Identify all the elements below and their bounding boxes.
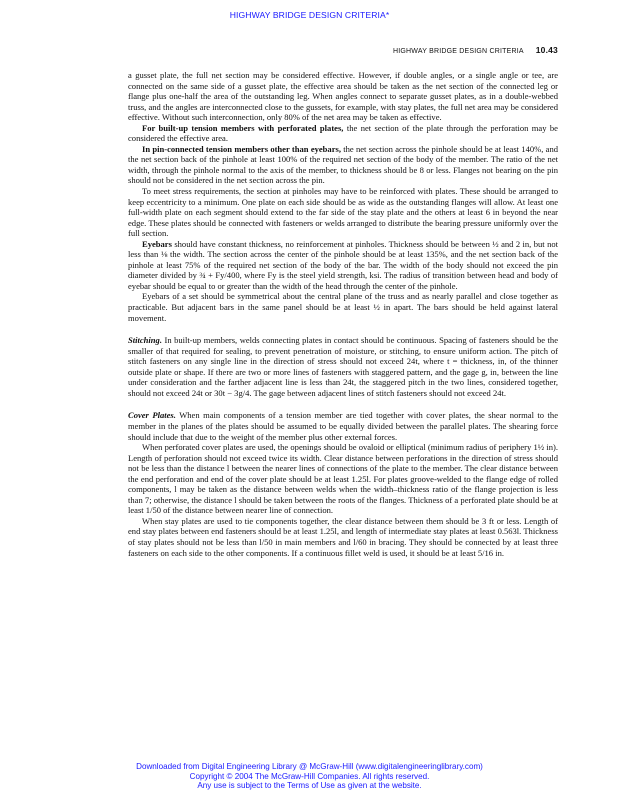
running-title: HIGHWAY BRIDGE DESIGN CRITERIA bbox=[393, 48, 524, 55]
section-heading-cover-plates: Cover Plates. bbox=[128, 410, 176, 421]
paragraph-text: should have constant thickness, no reinforcement at pinholes. Thickness should be between ½ and 2 in, but not less than ⅛ the width. The section across the center of the pinhole should be at least 135%, and the net section back of the pinhole at least 75% of the required net section of the body of the bar. The width of the body should not exceed the pin diameter divided by ¾ + Fy/400, where Fy is the steel yield strength, ksi. The radius of transition between head and body of eyebar should be equal to or greater than the width of the head through the center of the pinhole. bbox=[128, 238, 558, 291]
section-gap bbox=[128, 398, 558, 410]
paragraph bbox=[128, 144, 558, 186]
run-in-heading: Eyebars bbox=[142, 238, 172, 249]
paragraph: Eyebars of a set should be symmetrical about the central plane of the truss and as nearly parallel and close together as practicable. But adjacent bars in the same panel should be at least ½ in apart. The bars should be held against lateral movement. bbox=[128, 291, 558, 323]
running-head bbox=[128, 45, 558, 55]
paragraph-text: In built-up members, welds connecting plates in contact should be continuous. Spacing of fasteners should be the smaller of that required for sealing, to prevent penetration of moisture, or stitching, to ensure uniform action. The pitch of stitch fasteners on any single line in the direction of stress should not exceed 24t, where t = thickness, in, of the thinner outside plate or shape. If there are two or more lines of fasteners with staggered pattern, and the gage g, in, between the line under consideration and the farther adjacent line is less than 24t, the staggered pitch in the two lines, considered together, should not exceed 24t or 30t − 3g/4. The gage between adjacent lines of stitch fasteners should not exceed 24t. bbox=[128, 335, 558, 398]
paragraph bbox=[128, 335, 558, 398]
paragraph bbox=[128, 410, 558, 442]
footer-copyright: Copyright © 2004 The McGraw-Hill Companies. All rights reserved. bbox=[189, 771, 430, 781]
paragraph: a gusset plate, the full net section may be considered effective. However, if double angles, or a single angle or tee, are connected on the same side of a gusset plate, the effective area should be taken as the net section of the connected leg or flange plus one-half the area of the outstanding leg. When angles connect to separate gusset plates, as in a double-webbed truss, and the angles are interconnected close to the gussets, for example, with stay plates, the full net area may be considered effective. Without such interconnection, only 80% of the net area may be taken as effective. bbox=[128, 70, 558, 123]
paragraph bbox=[128, 239, 558, 292]
paragraph: When stay plates are used to tie components together, the clear distance between them should be 3 ft or less. Length of end stay plates between end fasteners should be at least 1.25l, and length of intermediate stay plates at least 0.563l. Thickness of stay plates should not be less than l/50 in main members and l/60 in bracing. They should be connected by at least three fasteners on each side to the other components. If a continuous fillet weld is used, it should be at least 5/16 in. bbox=[128, 515, 558, 558]
section-heading-stitching: Stitching. bbox=[128, 335, 162, 346]
paragraph: When perforated cover plates are used, the openings should be ovaloid or elliptical (minimum radius of periphery 1½ in). Length of perforation should not exceed twice its width. Clear distance between perforations in the direction of stress should not be less than the distance l between the nearer lines of connections of the plate to the member. The clear distance between the end perforation and end of the cover plate should be at least 1.25l. For plates groove-welded to the flange edge of rolled components, l may be taken as the distance between welds when the width–thickness ratio of the flange projection is less than 7; otherwise, the distance l should be taken between the roots of the flanges. Thickness of a perforated plate should be at least 1/50 of the distance between nearer line of connection. bbox=[128, 442, 558, 516]
paragraph: To meet stress requirements, the section at pinholes may have to be reinforced with plates. These should be arranged to keep eccentricity to a minimum. One plate on each side should be as wide as the outstanding flanges will allow. At least one full-width plate on each segment should extend to the far side of the stay plate and the others at least 6 in beyond the near edge. These plates should be connected with fasteners or welds arranged to distribute the bearing pressure uniformly over the full section. bbox=[128, 186, 558, 239]
paragraph-text: the net section across the pinhole should be at least 140%, and the net section back of the pinhole at least 100% of the required net section of the body of the member. The ratio of the net width, through the pinhole normal to the axis of the member, to thickness should be 8 or less. Flanges not bearing on the pin should not be considered in the net section across the pin. bbox=[128, 143, 559, 186]
copyright-footer bbox=[0, 762, 619, 791]
run-in-heading: In pin-connected tension members other than eyebars, bbox=[142, 143, 341, 154]
paragraph bbox=[128, 123, 558, 144]
top-banner: HIGHWAY BRIDGE DESIGN CRITERIA* bbox=[229, 10, 390, 20]
page-number: 10.43 bbox=[535, 45, 558, 55]
section-gap bbox=[128, 323, 558, 335]
footer-download-link[interactable]: Downloaded from Digital Engineering Library @ McGraw-Hill (www.digitalengineeringlibrary.com) bbox=[136, 762, 483, 771]
paragraph-text: When main components of a tension member are tied together with cover plates, the shear normal to the member in the planes of the plates should be assumed to be equally divided between the parallel plates. The shearing force should include that due to the weight of the member plus other external forces. bbox=[128, 410, 559, 442]
paragraph-text: the net section of the plate through the perforation may be considered the effective area. bbox=[128, 122, 558, 144]
body-text bbox=[128, 70, 558, 558]
footer-terms: Any use is subject to the Terms of Use as given at the website. bbox=[197, 781, 422, 791]
run-in-heading: For built-up tension members with perforated plates, bbox=[142, 122, 344, 133]
